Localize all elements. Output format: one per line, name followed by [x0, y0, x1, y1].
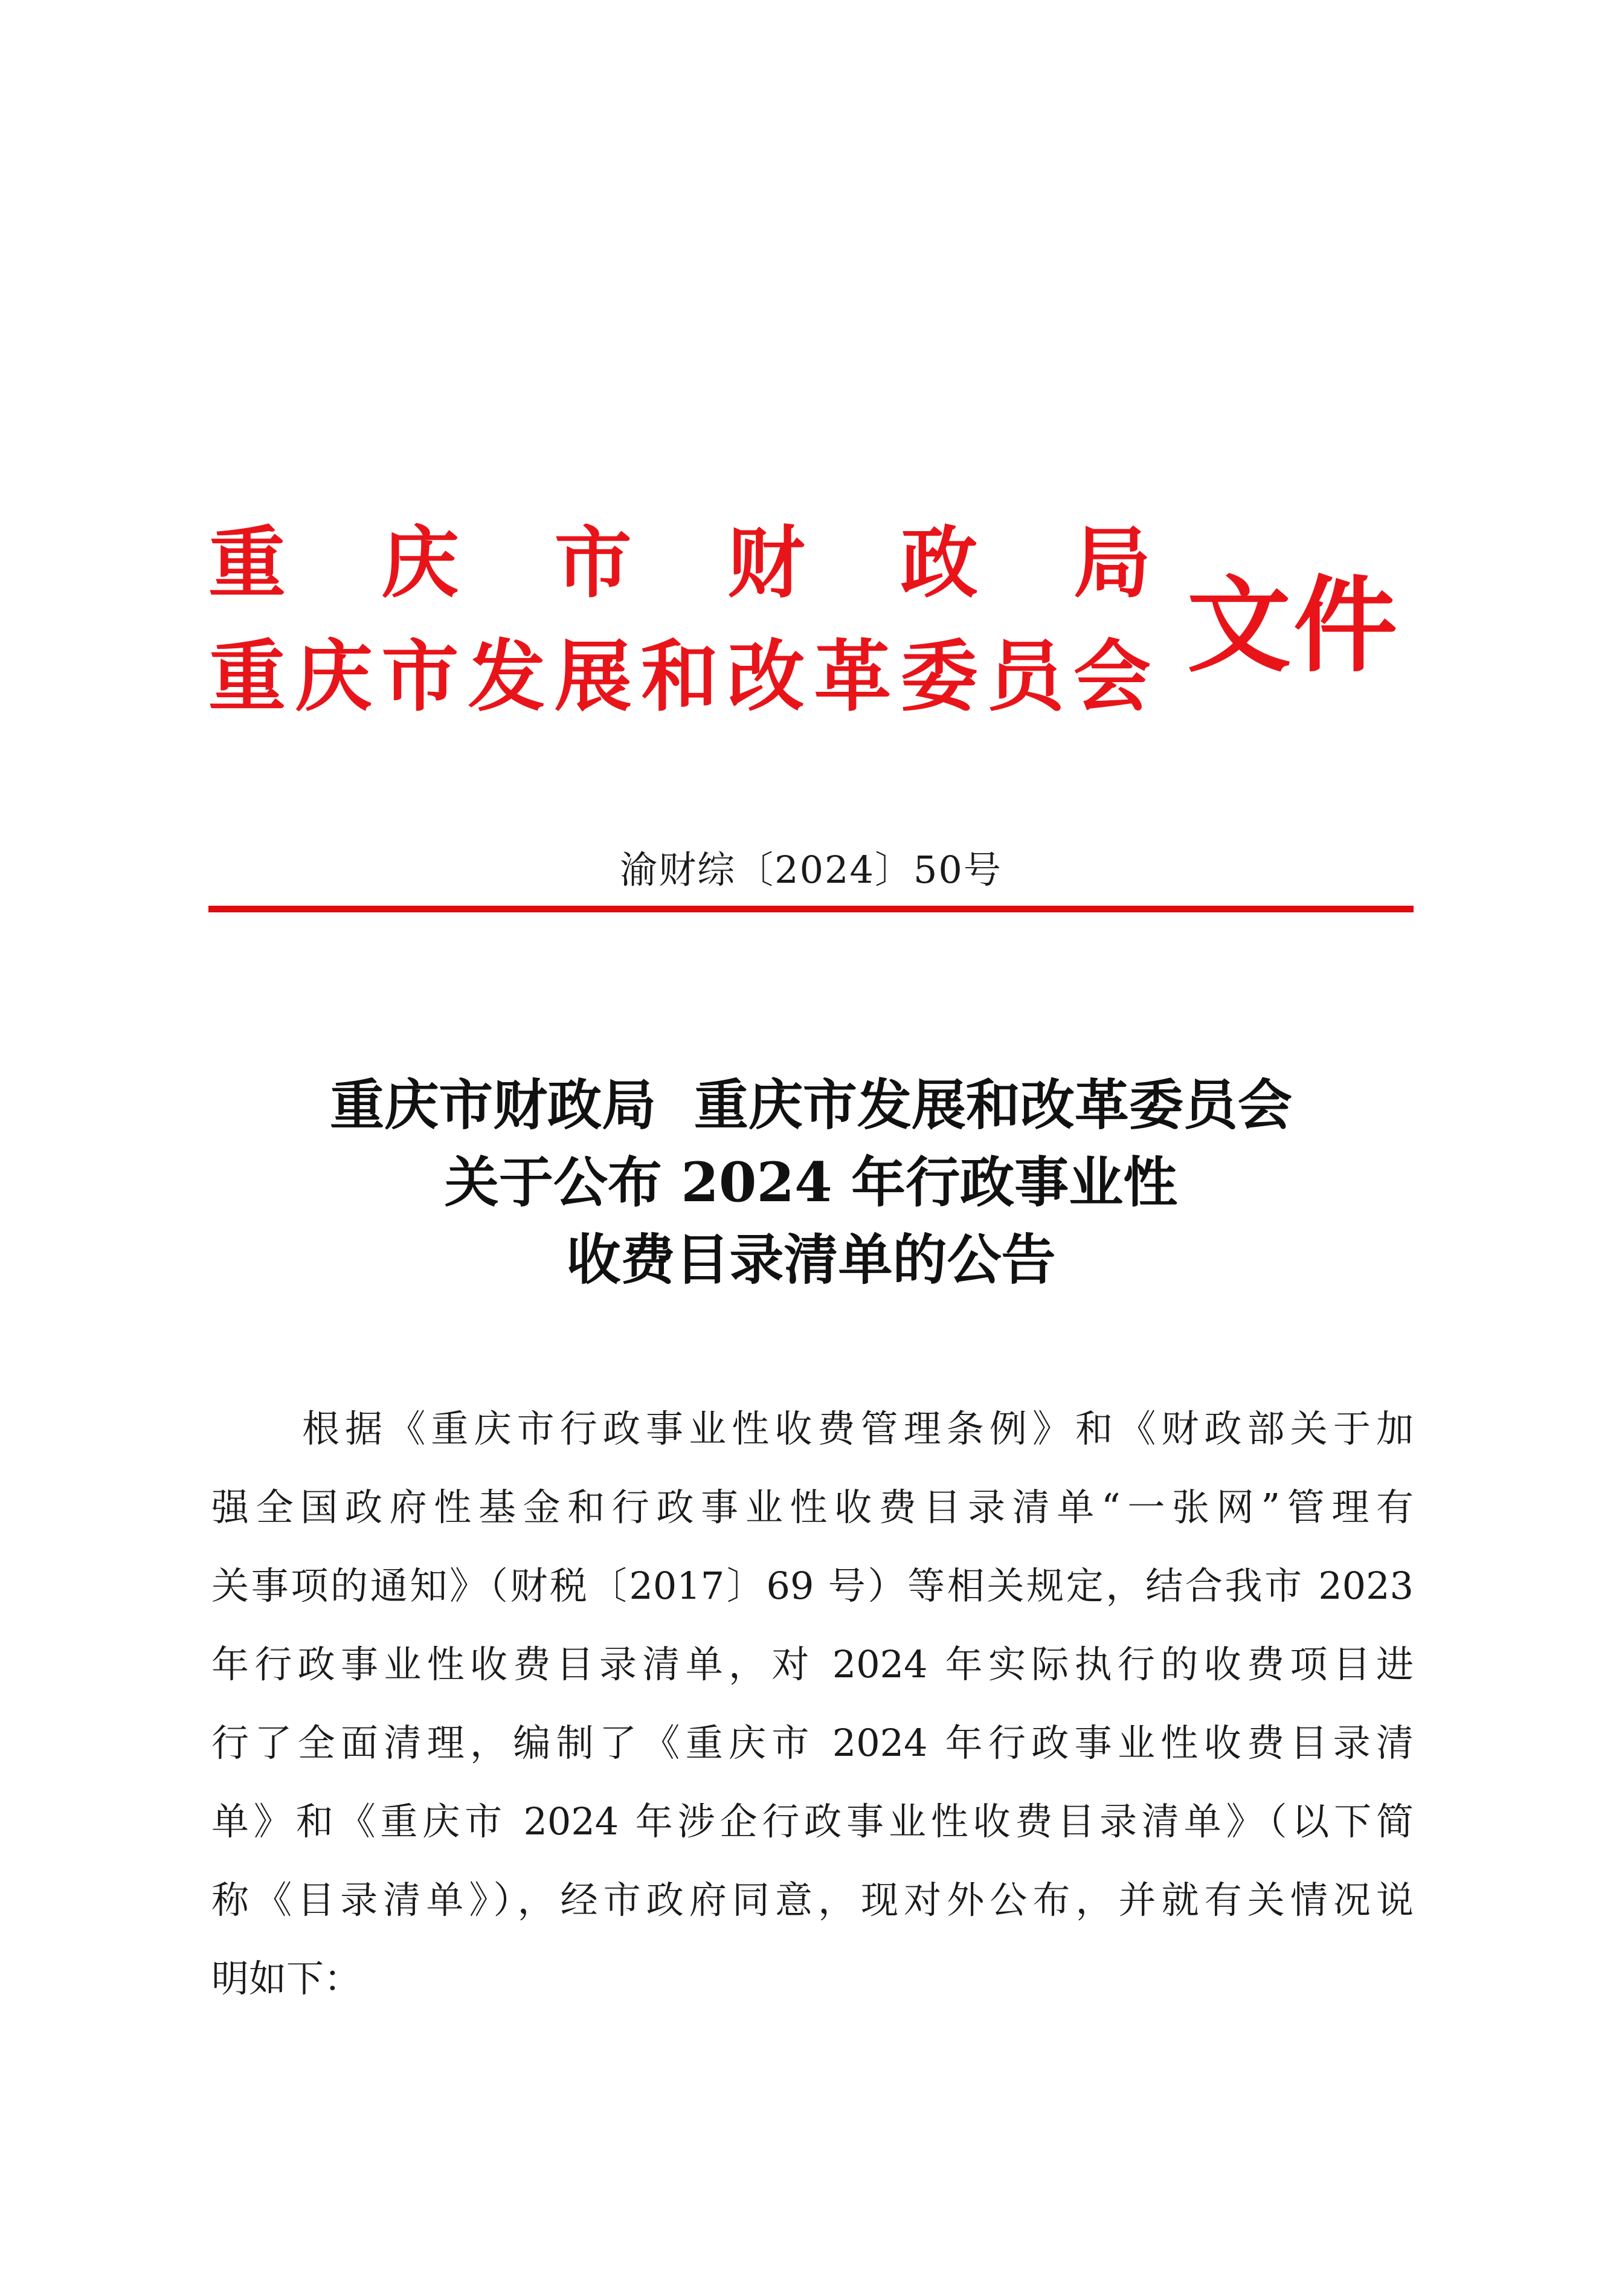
masthead-char: 和 — [640, 631, 718, 722]
masthead-char: 改 — [727, 631, 805, 722]
masthead-char: 展 — [554, 631, 632, 722]
body-line: 强全国政府性基金和行政事业性收费目录清单“一张网”管理有 — [211, 1485, 1414, 1529]
announcement-title — [0, 1066, 1622, 1298]
masthead-char: 政 — [900, 518, 978, 608]
masthead-char: 庆 — [295, 631, 373, 722]
masthead-char: 革 — [814, 631, 892, 722]
masthead-char: 发 — [468, 631, 545, 722]
body-paragraph — [211, 1390, 1414, 2018]
body-line: 关事项的通知》（财税〔2017〕69 号）等相关规定，结合我市 2023 — [211, 1564, 1414, 1608]
masthead-char: 会 — [1073, 631, 1151, 722]
body-line: 称《目录清单》），经市政府同意，现对外公布，并就有关情况说 — [211, 1878, 1414, 1922]
body-line: 单》和《重庆市 2024 年涉企行政事业性收费目录清单》（以下简 — [211, 1799, 1414, 1843]
masthead-document-suffix: 文件 — [1187, 564, 1400, 686]
body-line: 根据《重庆市行政事业性收费管理条例》和《财政部关于加 — [302, 1407, 1414, 1451]
body-line: 明如下： — [211, 1956, 362, 2001]
masthead-char: 重 — [208, 518, 286, 608]
document-number: 渝财综〔2024〕50号 — [620, 848, 1002, 892]
body-line: 年行政事业性收费目录清单，对 2024 年实际执行的收费项目进 — [211, 1642, 1414, 1686]
red-header-rule — [208, 906, 1414, 912]
masthead-char: 委 — [900, 631, 978, 722]
masthead-char: 市 — [381, 631, 459, 722]
title-line: 关于公布 2024 年行政事业性 — [444, 1150, 1178, 1214]
masthead-issuer-ndrc — [208, 631, 1151, 722]
masthead-char: 庆 — [381, 518, 459, 608]
masthead-issuer-finance-bureau — [208, 518, 1151, 608]
masthead-char: 局 — [1073, 518, 1151, 608]
title-line: 收费目录清单的公告 — [566, 1228, 1056, 1292]
masthead-char: 重 — [208, 631, 286, 722]
masthead-char: 员 — [986, 631, 1064, 722]
masthead-char: 财 — [727, 518, 805, 608]
body-line: 行了全面清理，编制了《重庆市 2024 年行政事业性收费目录清 — [211, 1721, 1414, 1765]
masthead-char: 市 — [554, 518, 632, 608]
title-line: 重庆市财政局 重庆市发展和改革委员会 — [330, 1073, 1292, 1137]
